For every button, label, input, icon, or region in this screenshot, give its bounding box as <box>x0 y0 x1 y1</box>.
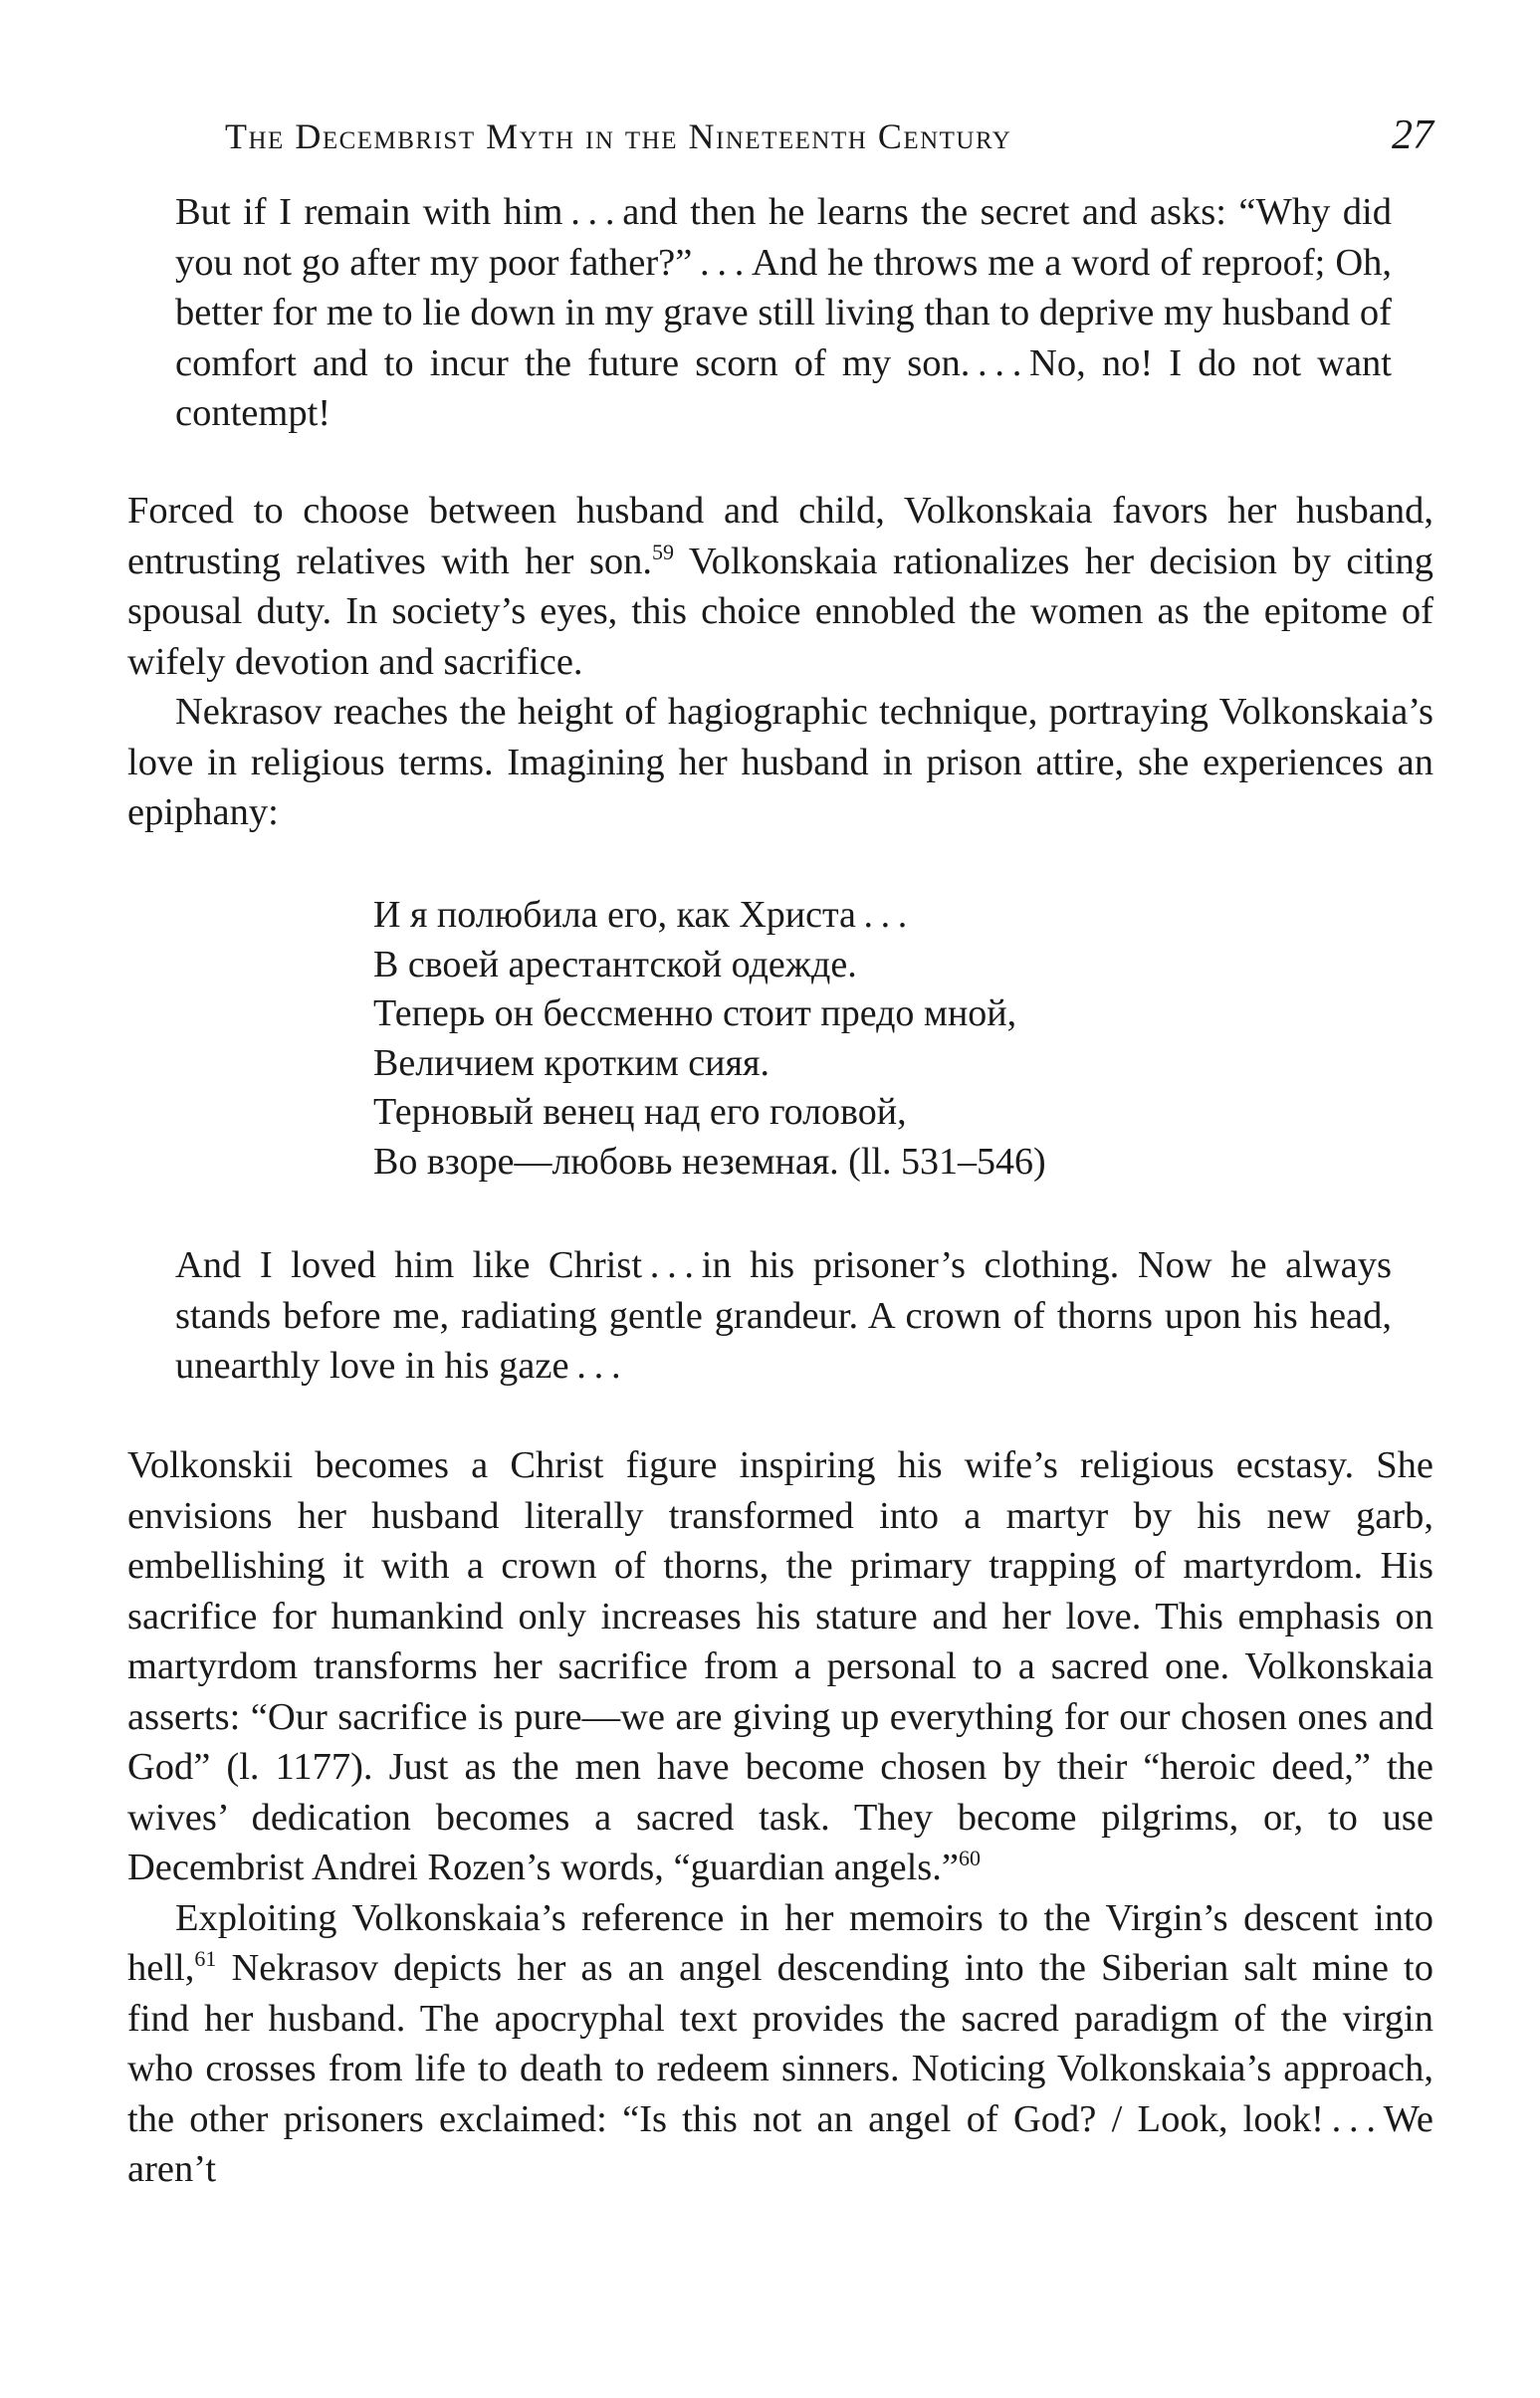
verse-line: Терновый венец над его головой, <box>373 1091 907 1133</box>
paragraph <box>127 486 1433 687</box>
verse-line: Во взоре—любовь неземная. (ll. 531–546) <box>373 1140 1046 1183</box>
verse-line: В своей арестантской одежде. <box>373 943 857 985</box>
paragraph-text: Volkonskaia rationalizes her decision by citing spousal duty. In society’s eyes, this choice ennobled the women as the epitome of wifely devotion and sacrifice. <box>127 540 1433 683</box>
block-quote-translation-2 <box>175 1240 1392 1392</box>
paragraph: Nekrasov reaches the height of hagiographic technique, portraying Volkonskaia’s love in religious terms. Imagining her husband in prison attire, she experiences an epiphany: <box>127 691 1433 833</box>
paragraph <box>127 1440 1433 1893</box>
block-quote-translation-1 <box>175 187 1392 439</box>
page-number: 27 <box>1392 112 1433 158</box>
paragraph-text: Exploiting Volkonskaia’s reference in her memoirs to the Virgin’s descent into hell, <box>127 1896 1433 1989</box>
footnote-marker: 61 <box>194 1946 217 1972</box>
quote-text: But if I remain with him . . . and then he learns the secret and asks: “Why did you not go after my poor father?” . . . And he throws me a word of reproof; Oh, better for me to lie down in my grave still living than to deprive my husband of comfort and to incur the future scorn of my son. . . . No, no! I do not want contempt! <box>175 191 1392 434</box>
paragraph-text: Nekrasov depicts her as an angel descending into the Siberian salt mine to find her husband. The apocryphal text provides the sacred paradigm of the virgin who crosses from life to death to redeem sinners. Noticing Volkonskaia’s approach, the other prisoners exclaimed: “Is this not an angel of God? / Look, look! . . . We aren’t <box>127 1947 1433 2190</box>
paragraph-text: Volkonskii becomes a Christ figure inspiring his wife’s religious ecstasy. She envisions her husband literally transformed into a martyr by his new garb, embellishing it with a crown of thorns, the primary trapping of martyrdom. His sacrifice for humankind only increases his stature and her love. This emphasis on martyrdom transforms her sacrifice from a personal to a sacred one. Volkonskaia asserts: “Our sacrifice is pure—we are giving up everything for our chosen ones and God” (l. 1177). Just as the men have become chosen by their “heroic deed,” the wives’ dedication becomes a sacred task. They become pilgrims, or, to use Decembrist Andrei Rozen’s words, “guardian angels.” <box>127 1444 1433 1888</box>
running-head: The Decembrist Myth in the Nineteenth Century <box>225 116 1012 156</box>
verse-line: Теперь он бессменно стоит предо мной, <box>373 992 1017 1034</box>
russian-verse <box>373 891 1349 1187</box>
paragraph-text: Forced to choose between husband and child, Volkonskaia favors her husband, entrusting relatives with her son. <box>127 490 1433 582</box>
paragraph <box>127 1893 1433 2195</box>
body-text-1 <box>127 486 1433 838</box>
footnote-marker: 59 <box>652 539 675 564</box>
footnote-marker: 60 <box>959 1846 981 1871</box>
verse-line: И я полюбила его, как Христа . . . <box>373 894 908 936</box>
body-text-2 <box>127 1440 1433 2195</box>
verse-line: Величием кротким сияя. <box>373 1041 770 1084</box>
quote-text: And I loved him like Christ . . . in his prisoner’s clothing. Now he always stands before me, radiating gentle grandeur. A crown of thorns upon his head, unearthly love in his gaze . . . <box>175 1244 1392 1387</box>
page-header <box>127 108 1433 167</box>
